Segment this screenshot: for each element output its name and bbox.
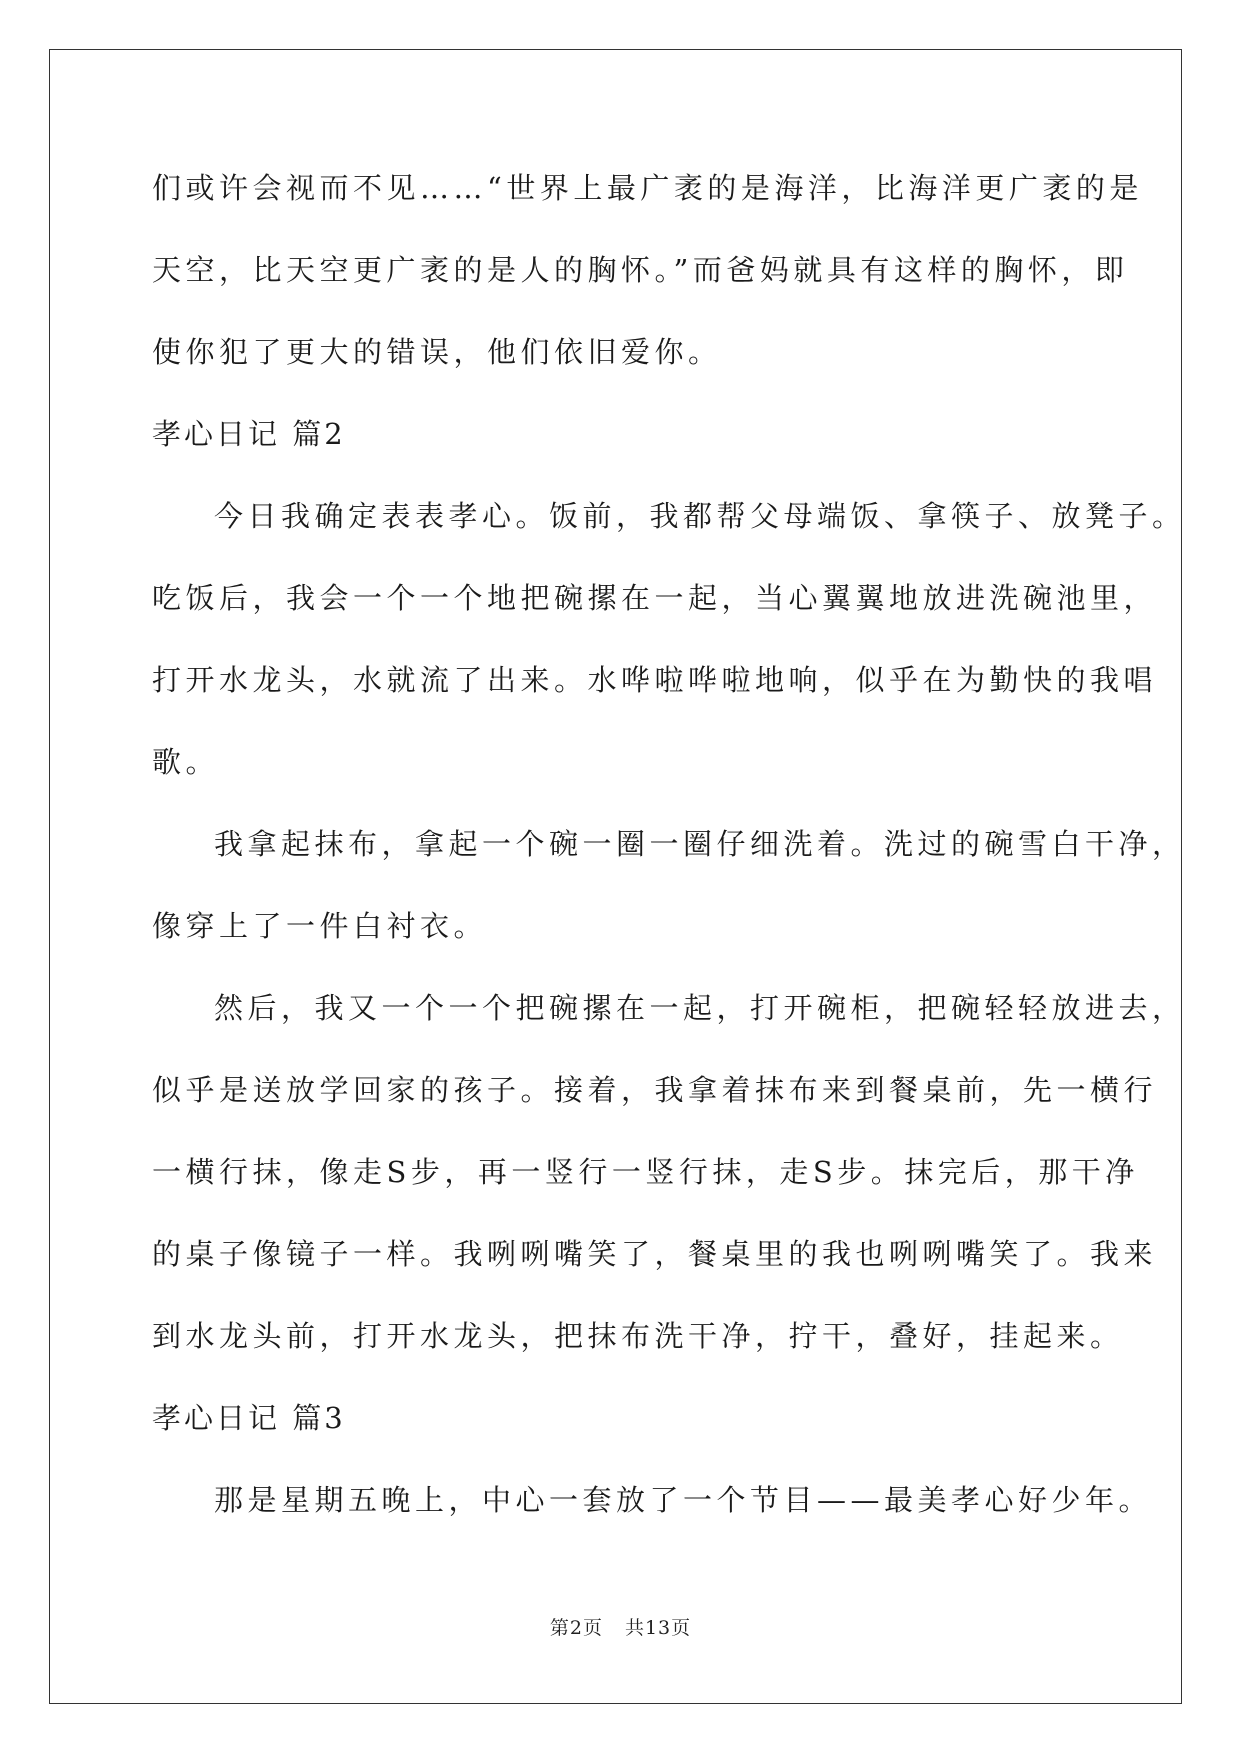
text-line: 使你犯了更大的错误，他们依旧爱你。	[152, 335, 722, 369]
paragraph-first-line: 然后，我又一个一个把碗摞在一起，打开碗柜，把碗轻轻放进去，	[214, 991, 1186, 1025]
section-heading: 孝心日记 篇3	[152, 1401, 346, 1435]
text-line: 打开水龙头，水就流了出来。水哗啦哗啦地响，似乎在为勤快的我唱	[152, 663, 1158, 697]
page-footer	[0, 1613, 1241, 1640]
text-line: 像穿上了一件白衬衣。	[152, 909, 488, 943]
text-line: 的桌子像镜子一样。我咧咧嘴笑了，餐桌里的我也咧咧嘴笑了。我来	[152, 1237, 1158, 1271]
text-line: 似乎是送放学回家的孩子。接着，我拿着抹布来到餐桌前，先一横行	[152, 1073, 1158, 1107]
text-line: 一横行抹，像走S步，再一竖行一竖行抹，走S步。抹完后，那干净	[152, 1155, 1139, 1189]
text-line: 吃饭后，我会一个一个地把碗摞在一起，当心翼翼地放进洗碗池里，	[152, 581, 1158, 615]
document-body	[152, 160, 1186, 1554]
page-number: 第2页	[549, 1617, 603, 1639]
text-line: 到水龙头前，打开水龙头，把抹布洗干净，拧干，叠好，挂起来。	[152, 1319, 1124, 1353]
text-line: 们或许会视而不见……“世界上最广袤的是海洋，比海洋更广袤的是	[152, 171, 1143, 205]
paragraph-first-line: 那是星期五晚上，中心一套放了一个节目——最美孝心好少年。	[214, 1483, 1153, 1517]
page-total: 共13页	[624, 1617, 692, 1639]
text-line: 歌。	[152, 745, 220, 779]
section-heading: 孝心日记 篇2	[152, 417, 346, 451]
paragraph-first-line: 今日我确定表表孝心。饭前，我都帮父母端饭、拿筷子、放凳子。	[214, 499, 1186, 533]
text-line: 天空，比天空更广袤的是人的胸怀。”而爸妈就具有这样的胸怀，即	[152, 253, 1129, 287]
paragraph-first-line: 我拿起抹布，拿起一个碗一圈一圈仔细洗着。洗过的碗雪白干净，	[214, 827, 1186, 861]
